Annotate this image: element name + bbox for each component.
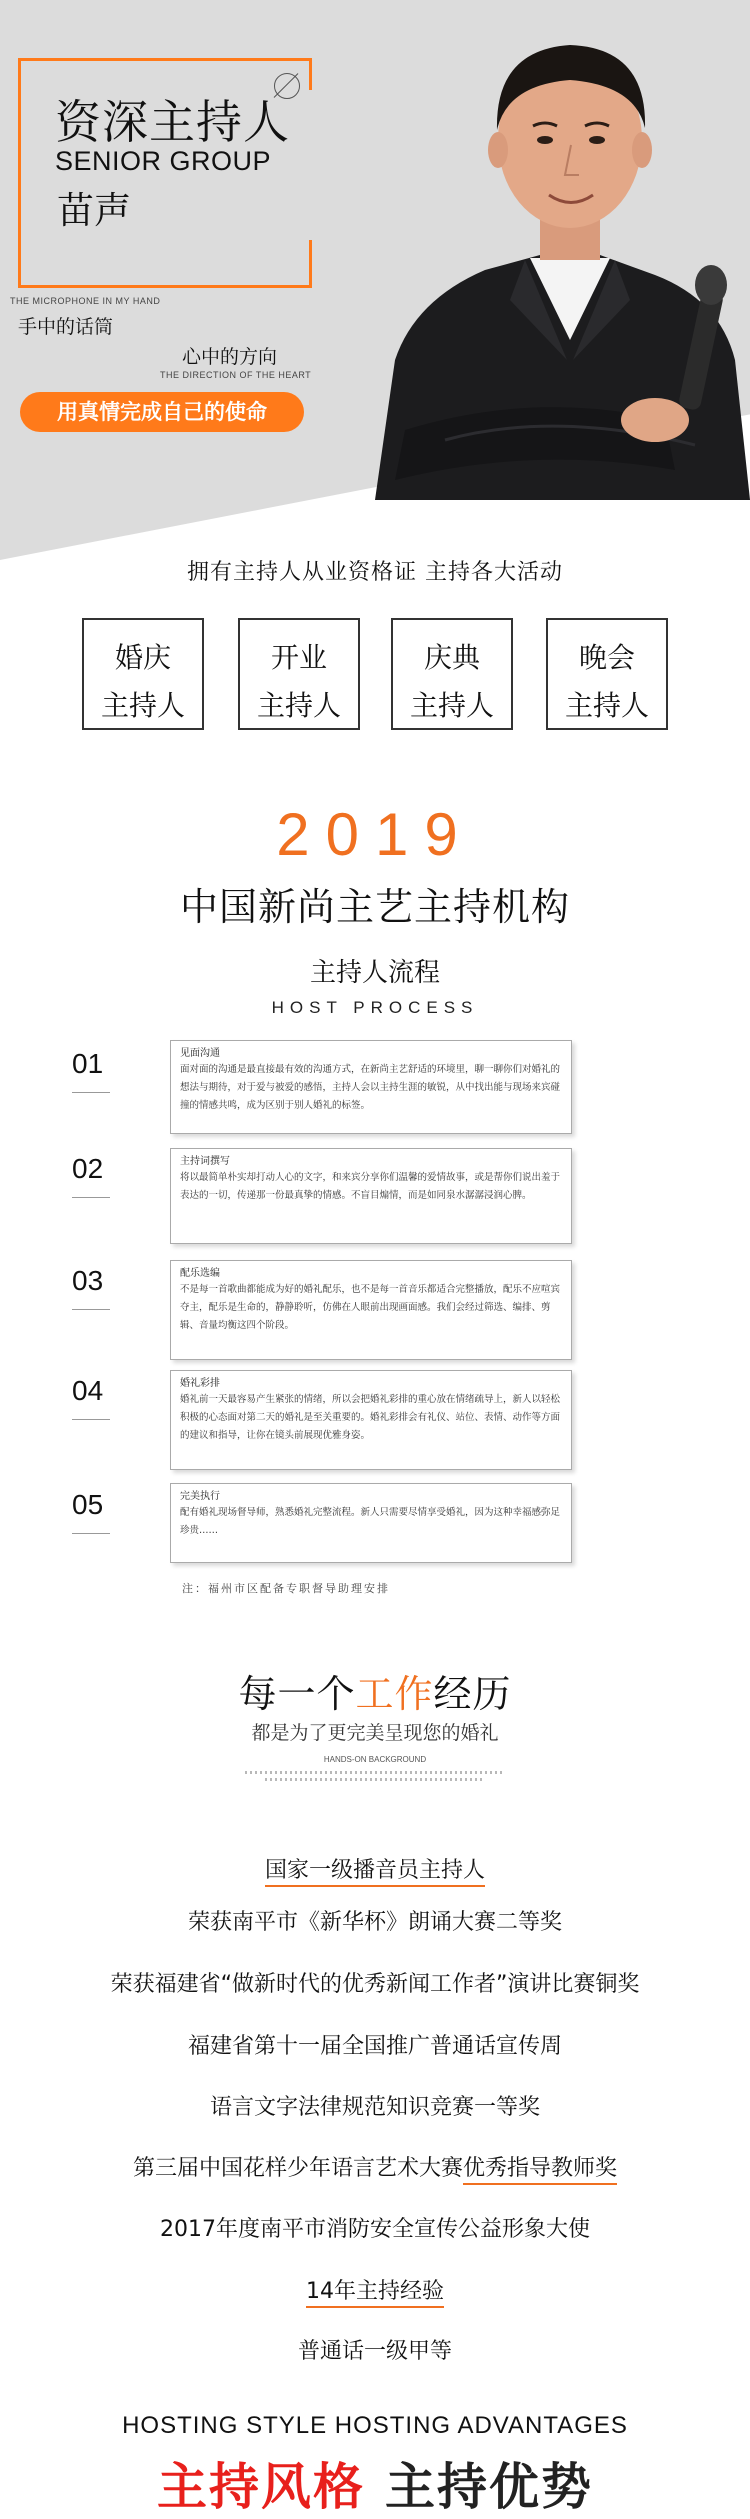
award-text: 普通话一级甲等 — [297, 2339, 452, 2364]
award-text: 2017年度南平市消防安全宣传公益形象大使 — [160, 2217, 590, 2242]
mission-badge: 用真情完成自己的使命 — [20, 392, 304, 432]
role-card-opening — [238, 618, 360, 730]
award-highlight: 优秀指导教师奖 — [463, 2156, 617, 2185]
process-title-cn: 主持人流程 — [309, 958, 440, 988]
step-body: 不是每一首歌曲都能成为好的婚礼配乐，也不是每一首音乐都适合完整播放，配乐不应喧宾夺主，配乐是生命的，静静聆听，仿佛在人眼前出现画面感。我们会经过筛选、编排、剪辑、音量均衡这四个阶段。 — [180, 1284, 561, 1331]
role-card-wedding — [82, 618, 204, 730]
award-text: 语言文字法律规范知识竞赛一等奖 — [209, 2095, 540, 2120]
experience-subtitle: 都是为了更完美呈现您的婚礼 — [251, 1722, 499, 1744]
role-type: 婚庆 — [114, 641, 171, 674]
step-title: 见面沟通 — [180, 1048, 220, 1059]
heart-en: THE DIRECTION OF THE HEART — [160, 370, 312, 380]
award-text: 第三届中国花样少年语言艺术大赛 — [132, 2156, 463, 2181]
award-text: 福建省第十一届全国推广普通话宣传周 — [187, 2034, 562, 2059]
step-body: 将以最简单朴实却打动人心的文字，和来宾分享你们温馨的爱情故事，或是帮你们说出羞于表达的一切，传递那一份最真挚的情感。不盲目煽情，而是如同泉水潺潺浸润心脾。 — [180, 1172, 561, 1201]
award-highlight: 14年主持经验 — [306, 2279, 444, 2308]
award-item — [0, 1853, 750, 1884]
agency-title: 中国新尚主艺主持机构 — [179, 885, 570, 929]
step-body: 配有婚礼现场督导师，熟悉婚礼完整流程。新人只需要尽情享受婚礼，因为这种幸福感弥足珍贵…… — [180, 1507, 561, 1536]
step-title: 完美执行 — [180, 1491, 220, 1502]
role-title: 主持人 — [564, 689, 649, 722]
process-note: 注：福州市区配备专职督导助理安排 — [182, 1582, 390, 1595]
heart-cn: 心中的方向 — [182, 346, 278, 368]
award-item — [0, 2334, 750, 2365]
role-title: 主持人 — [256, 689, 341, 722]
step-card — [170, 1260, 572, 1360]
step-number: 01 — [72, 1048, 104, 1079]
award-item — [0, 2274, 750, 2305]
role-title: 主持人 — [100, 689, 185, 722]
step-body: 婚礼前一天最容易产生紧张的情绪，所以会把婚礼彩排的重心放在情绪疏导上，新人以轻松积极的心态面对第二天的婚礼是至关重要的。婚礼彩排会有礼仪、站位、表情、动作等方面的建议和指导，让你在镜头前展现优雅身姿。 — [180, 1394, 561, 1441]
role-card-gala — [546, 618, 668, 730]
award-item — [0, 1967, 750, 1998]
hero-title-cn: 资深主持人 — [55, 95, 290, 149]
style-heading-dark: 主持优势 — [385, 2458, 593, 2516]
step-number: 02 — [72, 1153, 104, 1184]
host-portrait — [335, 0, 750, 500]
award-highlight: 国家一级播音员主持人 — [265, 1858, 485, 1887]
experience-title-post: 经历 — [433, 1672, 512, 1716]
award-item — [0, 2090, 750, 2121]
experience-en-label: HANDS-ON BACKGROUND — [323, 1755, 427, 1764]
hero-banner — [0, 0, 750, 560]
step-title: 主持词撰写 — [180, 1156, 230, 1167]
decorative-text-line — [245, 1771, 505, 1774]
style-heading-en: HOSTING STYLE HOSTING ADVANTAGES — [122, 2412, 628, 2439]
step-card — [170, 1040, 572, 1134]
step-card — [170, 1483, 572, 1563]
experience-title-pre: 每一个 — [238, 1672, 356, 1716]
role-title: 主持人 — [409, 689, 494, 722]
role-card-celebration — [391, 618, 513, 730]
award-item — [0, 2029, 750, 2060]
decorative-text-line — [265, 1778, 485, 1781]
step-title: 婚礼彩排 — [180, 1378, 220, 1389]
step-title: 配乐选编 — [180, 1268, 220, 1279]
hero-title-en: SENIOR GROUP — [55, 146, 272, 176]
award-item — [0, 2151, 750, 2182]
award-text: 荣获福建省“做新时代的优秀新闻工作者”演讲比赛铜奖 — [110, 1972, 640, 1997]
mic-cn: 手中的话筒 — [18, 316, 114, 338]
step-number: 03 — [72, 1265, 104, 1296]
experience-title-accent: 工作 — [355, 1672, 434, 1716]
host-name: 苗声 — [57, 189, 131, 232]
style-heading-cn — [0, 2447, 750, 2519]
step-number: 05 — [72, 1489, 104, 1520]
step-card — [170, 1148, 572, 1244]
award-item — [0, 1905, 750, 1936]
step-card — [170, 1370, 572, 1470]
award-text: 荣获南平市《新华杯》朗诵大赛二等奖 — [187, 1910, 562, 1935]
style-heading-red: 主持风格 — [157, 2458, 365, 2516]
step-body: 面对面的沟通是最直接最有效的沟通方式，在新尚主艺舒适的环境里，聊一聊你们对婚礼的想法与期待，对于爱与被爱的感悟，主持人会以主持生涯的敏锐，从中找出能与现场来宾碰撞的情感共鸣，成为区别于别人婚礼的标签。 — [180, 1064, 561, 1111]
process-title-en: HOST PROCESS — [271, 998, 479, 1017]
role-type: 开业 — [270, 641, 327, 674]
year-label: 2019 — [276, 801, 474, 868]
role-type: 晚会 — [578, 641, 635, 674]
role-type: 庆典 — [423, 641, 480, 674]
experience-title — [0, 1663, 750, 1718]
qualification-heading: 拥有主持人从业资格证 主持各大活动 — [187, 560, 563, 585]
mic-en: THE MICROPHONE IN MY HAND — [10, 296, 161, 306]
award-item — [0, 2212, 750, 2243]
step-number: 04 — [72, 1375, 104, 1406]
